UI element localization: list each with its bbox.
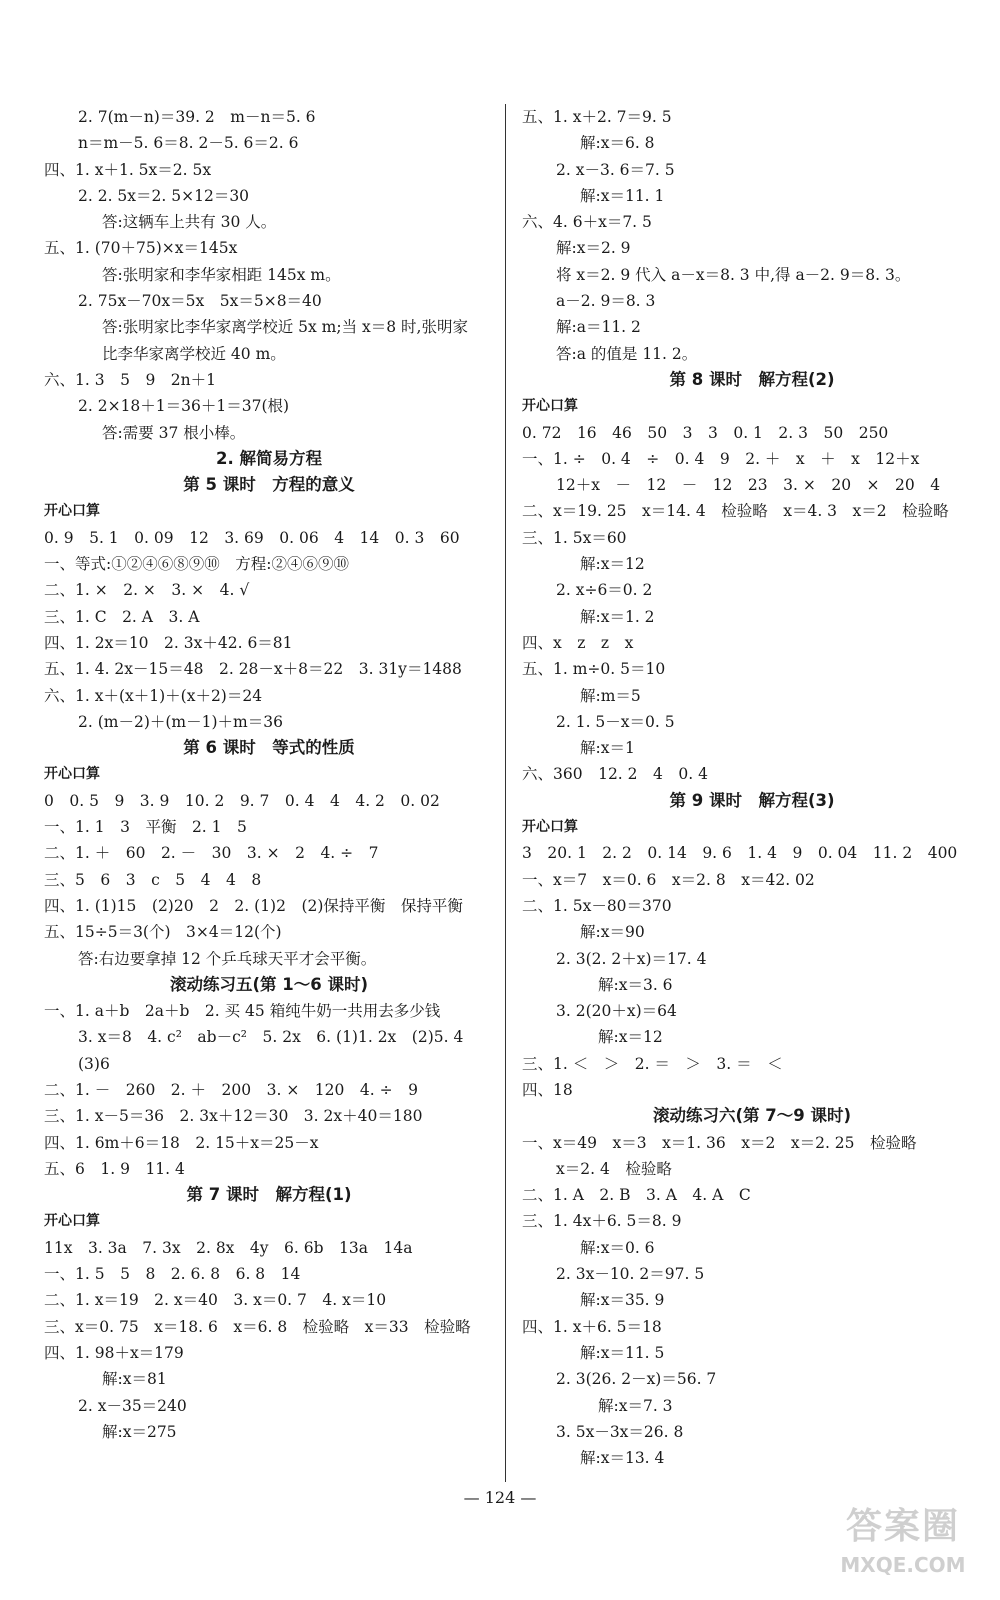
answer-line: 答:张明家比李华家离学校近 5x m;当 x＝8 时,张明家 [102, 318, 468, 337]
answer-line: 四、18 [522, 1080, 573, 1099]
answer-line: 答:这辆车上共有 30 人。 [102, 213, 277, 232]
answer-line: 六、4. 6＋x＝7. 5 [522, 213, 652, 232]
watermark-logo [828, 1502, 978, 1592]
answer-line: 解:x＝12 [598, 1028, 663, 1047]
subsection-label: 开心口算 [44, 766, 100, 783]
answer-line: 解:x＝6. 8 [580, 134, 655, 153]
answer-line: 解:x＝0. 6 [580, 1238, 655, 1257]
watermark-text: 答案圈 [845, 1506, 960, 1547]
answer-line: 六、360 12. 2 4 0. 4 [522, 765, 708, 784]
answer-line: 答:张明家和李华家相距 145x m。 [102, 265, 341, 284]
answer-line: n＝m－5. 6＝8. 2－5. 6＝2. 6 [78, 134, 299, 153]
answer-line: 解:x＝13. 4 [580, 1449, 665, 1468]
answer-line: 2. (m－2)＋(m－1)＋m＝36 [78, 712, 283, 731]
subsection-label: 开心口算 [522, 398, 578, 415]
answer-line: (3)6 [78, 1054, 110, 1073]
answer-line: 3. x＝8 4. c² ab－c² 5. 2x 6. (1)1. 2x (2)5. 4 [78, 1028, 464, 1047]
page-number: — 124 — [463, 1488, 537, 1507]
answer-line: 解:x＝81 [102, 1370, 167, 1389]
answer-line: 六、1. 3 5 9 2n＋1 [44, 370, 217, 389]
answer-line: 解:x＝12 [580, 555, 645, 574]
answer-line: 解:x＝3. 6 [598, 975, 673, 994]
answer-line: 比李华家离学校近 40 m。 [102, 344, 286, 363]
answer-line: 一、1. 5 5 8 2. 6. 8 6. 8 14 [44, 1265, 301, 1284]
answer-line: 解:x＝275 [102, 1422, 177, 1441]
answer-line: 三、1. C 2. A 3. A [44, 607, 200, 626]
answer-line: 三、x＝0. 75 x＝18. 6 x＝6. 8 检验略 x＝33 检验略 [44, 1317, 471, 1336]
answer-line: 解:x＝11. 5 [580, 1343, 665, 1362]
answer-line: 二、1. ＋ 60 2. － 30 3. × 2 4. ÷ 7 [44, 844, 379, 863]
answer-line: 五、6 1. 9 11. 4 [44, 1159, 185, 1178]
answer-line: 四、1. x＋6. 5＝18 [522, 1317, 662, 1336]
answer-line: 2. 1. 5－x＝0. 5 [556, 712, 675, 731]
answer-line: 六、1. x＋(x＋1)＋(x＋2)＝24 [44, 686, 263, 705]
left-column [44, 104, 494, 1445]
answer-line: 解:x＝1 [580, 739, 635, 758]
answer-line: 0. 72 16 46 50 3 3 0. 1 2. 3 50 250 [522, 423, 889, 442]
answer-line: 3 20. 1 2. 2 0. 14 9. 6 1. 4 9 0. 04 11. 2 400 [522, 844, 958, 863]
answer-line: 五、1. 4. 2x－15＝48 2. 28－x＋8＝22 3. 31y＝1488 [44, 660, 462, 679]
answer-line: 四、1. 98＋x＝179 [44, 1343, 184, 1362]
answer-line: 二、x＝19. 25 x＝14. 4 检验略 x＝4. 3 x＝2 检验略 [522, 502, 949, 521]
answer-line: 四、x z z x [522, 633, 634, 652]
answer-line: 三、1. x－5＝36 2. 3x＋12＝30 3. 2x＋40＝180 [44, 1107, 423, 1126]
answer-line: 12＋x － 12 － 12 23 3. × 20 × 20 4 [556, 476, 941, 495]
column-divider [505, 104, 506, 1482]
answer-line: 一、1. a＋b 2a＋b 2. 买 45 箱纯牛奶一共用去多少钱 [44, 1002, 441, 1021]
answer-line: 一、1. 1 3 平衡 2. 1 5 [44, 818, 247, 837]
section-heading: 第 8 课时 解方程(2) [669, 369, 835, 389]
answer-line: 二、1. x＝19 2. x＝40 3. x＝0. 7 4. x＝10 [44, 1291, 387, 1310]
answer-line: 2. 75x－70x＝5x 5x＝5×8＝40 [78, 292, 322, 311]
answer-line: 二、1. 5x－80＝370 [522, 896, 672, 915]
answer-line: 解:x＝11. 1 [580, 186, 665, 205]
answer-line: 0. 9 5. 1 0. 09 12 3. 69 0. 06 4 14 0. 3 60 [44, 528, 460, 547]
answer-line: 一、x＝7 x＝0. 6 x＝2. 8 x＝42. 02 [522, 870, 815, 889]
answer-line: 11x 3. 3a 7. 3x 2. 8x 4y 6. 6b 13a 14a [44, 1238, 413, 1257]
answer-line: 四、1. x＋1. 5x＝2. 5x [44, 160, 212, 179]
answer-line: 解:x＝1. 2 [580, 607, 655, 626]
answer-line: 2. 3x－10. 2＝97. 5 [556, 1265, 705, 1284]
answer-line: 四、1. 6m＋6＝18 2. 15＋x＝25－x [44, 1133, 319, 1152]
answer-line: 解:x＝2. 9 [556, 239, 631, 258]
answer-line: 2. x－35＝240 [78, 1396, 187, 1415]
answer-line: 三、1. 5x＝60 [522, 528, 627, 547]
subsection-label: 开心口算 [522, 819, 578, 836]
answer-line: 五、1. m÷0. 5＝10 [522, 660, 666, 679]
answer-line: x＝2. 4 检验略 [556, 1159, 672, 1178]
answer-line: 三、5 6 3 c 5 4 4 8 [44, 870, 262, 889]
section-heading: 第 6 课时 等式的性质 [183, 738, 355, 758]
answer-line: 一、等式:①②④⑥⑧⑨⑩ 方程:②④⑥⑨⑩ [44, 555, 349, 574]
answer-line: 解:m＝5 [580, 686, 641, 705]
answer-line: 二、1. A 2. B 3. A 4. A C [522, 1186, 751, 1205]
answer-line: 四、1. (1)15 (2)20 2 2. (1)2 (2)保持平衡 保持平衡 [44, 896, 463, 915]
answer-line: 三、1. ＜ ＞ 2. ＝ ＞ 3. ＝ ＜ [522, 1054, 783, 1073]
answer-line: a－2. 9＝8. 3 [556, 292, 656, 311]
section-heading: 2. 解简易方程 [216, 448, 322, 468]
subsection-label: 开心口算 [44, 1213, 100, 1230]
answer-line: 3. 2(20＋x)＝64 [556, 1002, 677, 1021]
answer-line: 五、15÷5＝3(个) 3×4＝12(个) [44, 923, 282, 942]
answer-line: 将 x＝2. 9 代入 a－x＝8. 3 中,得 a－2. 9＝8. 3。 [556, 265, 911, 284]
right-column [522, 104, 982, 1471]
answer-line: 答:需要 37 根小棒。 [102, 423, 246, 442]
answer-line: 2. 2. 5x＝2. 5×12＝30 [78, 186, 250, 205]
section-heading: 滚动练习五(第 1～6 课时) [169, 974, 369, 994]
answer-line: 解:x＝7. 3 [598, 1396, 673, 1415]
section-heading: 第 7 课时 解方程(1) [186, 1185, 352, 1205]
answer-line: 一、1. ÷ 0. 4 ÷ 0. 4 9 2. ＋ x ＋ x 12＋x [522, 449, 920, 468]
section-heading: 第 5 课时 方程的意义 [183, 475, 355, 495]
answer-line: 五、1. (70＋75)×x＝145x [44, 239, 238, 258]
section-heading: 第 9 课时 解方程(3) [669, 790, 835, 810]
answer-line: 2. x÷6＝0. 2 [556, 581, 653, 600]
answer-line: 0 0. 5 9 3. 9 10. 2 9. 7 0. 4 4 4. 2 0. 02 [44, 791, 440, 810]
answer-line: 解:x＝35. 9 [580, 1291, 665, 1310]
watermark-url: MXQE.COM [840, 1553, 966, 1577]
answer-line: 解:x＝90 [580, 923, 645, 942]
answer-line: 2. 3(2. 2＋x)＝17. 4 [556, 949, 707, 968]
answer-line: 2. 3(26. 2－x)＝56. 7 [556, 1370, 717, 1389]
answer-line: 二、1. － 260 2. ＋ 200 3. × 120 4. ÷ 9 [44, 1080, 418, 1099]
answer-line: 2. 7(m－n)＝39. 2 m－n＝5. 6 [78, 108, 316, 126]
answer-line: 3. 5x－3x＝26. 8 [556, 1422, 684, 1441]
subsection-label: 开心口算 [44, 503, 100, 520]
section-heading: 滚动练习六(第 7～9 课时) [652, 1106, 852, 1126]
answer-line: 二、1. × 2. × 3. × 4. √ [44, 581, 250, 600]
answer-line: 答:右边要拿掉 12 个乒乓球天平才会平衡。 [78, 949, 377, 968]
answer-line: 答:a 的值是 11. 2。 [556, 344, 698, 363]
answer-line: 2. x－3. 6＝7. 5 [556, 160, 675, 179]
answer-line: 五、1. x＋2. 7＝9. 5 [522, 108, 672, 126]
answer-line: 三、1. 4x＋6. 5＝8. 9 [522, 1212, 682, 1231]
answer-line: 解:a＝11. 2 [556, 318, 641, 337]
answer-line: 一、x＝49 x＝3 x＝1. 36 x＝2 x＝2. 25 检验略 [522, 1133, 917, 1152]
answer-line: 2. 2×18＋1＝36＋1＝37(根) [78, 397, 290, 416]
answer-line: 四、1. 2x＝10 2. 3x＋42. 6＝81 [44, 633, 293, 652]
